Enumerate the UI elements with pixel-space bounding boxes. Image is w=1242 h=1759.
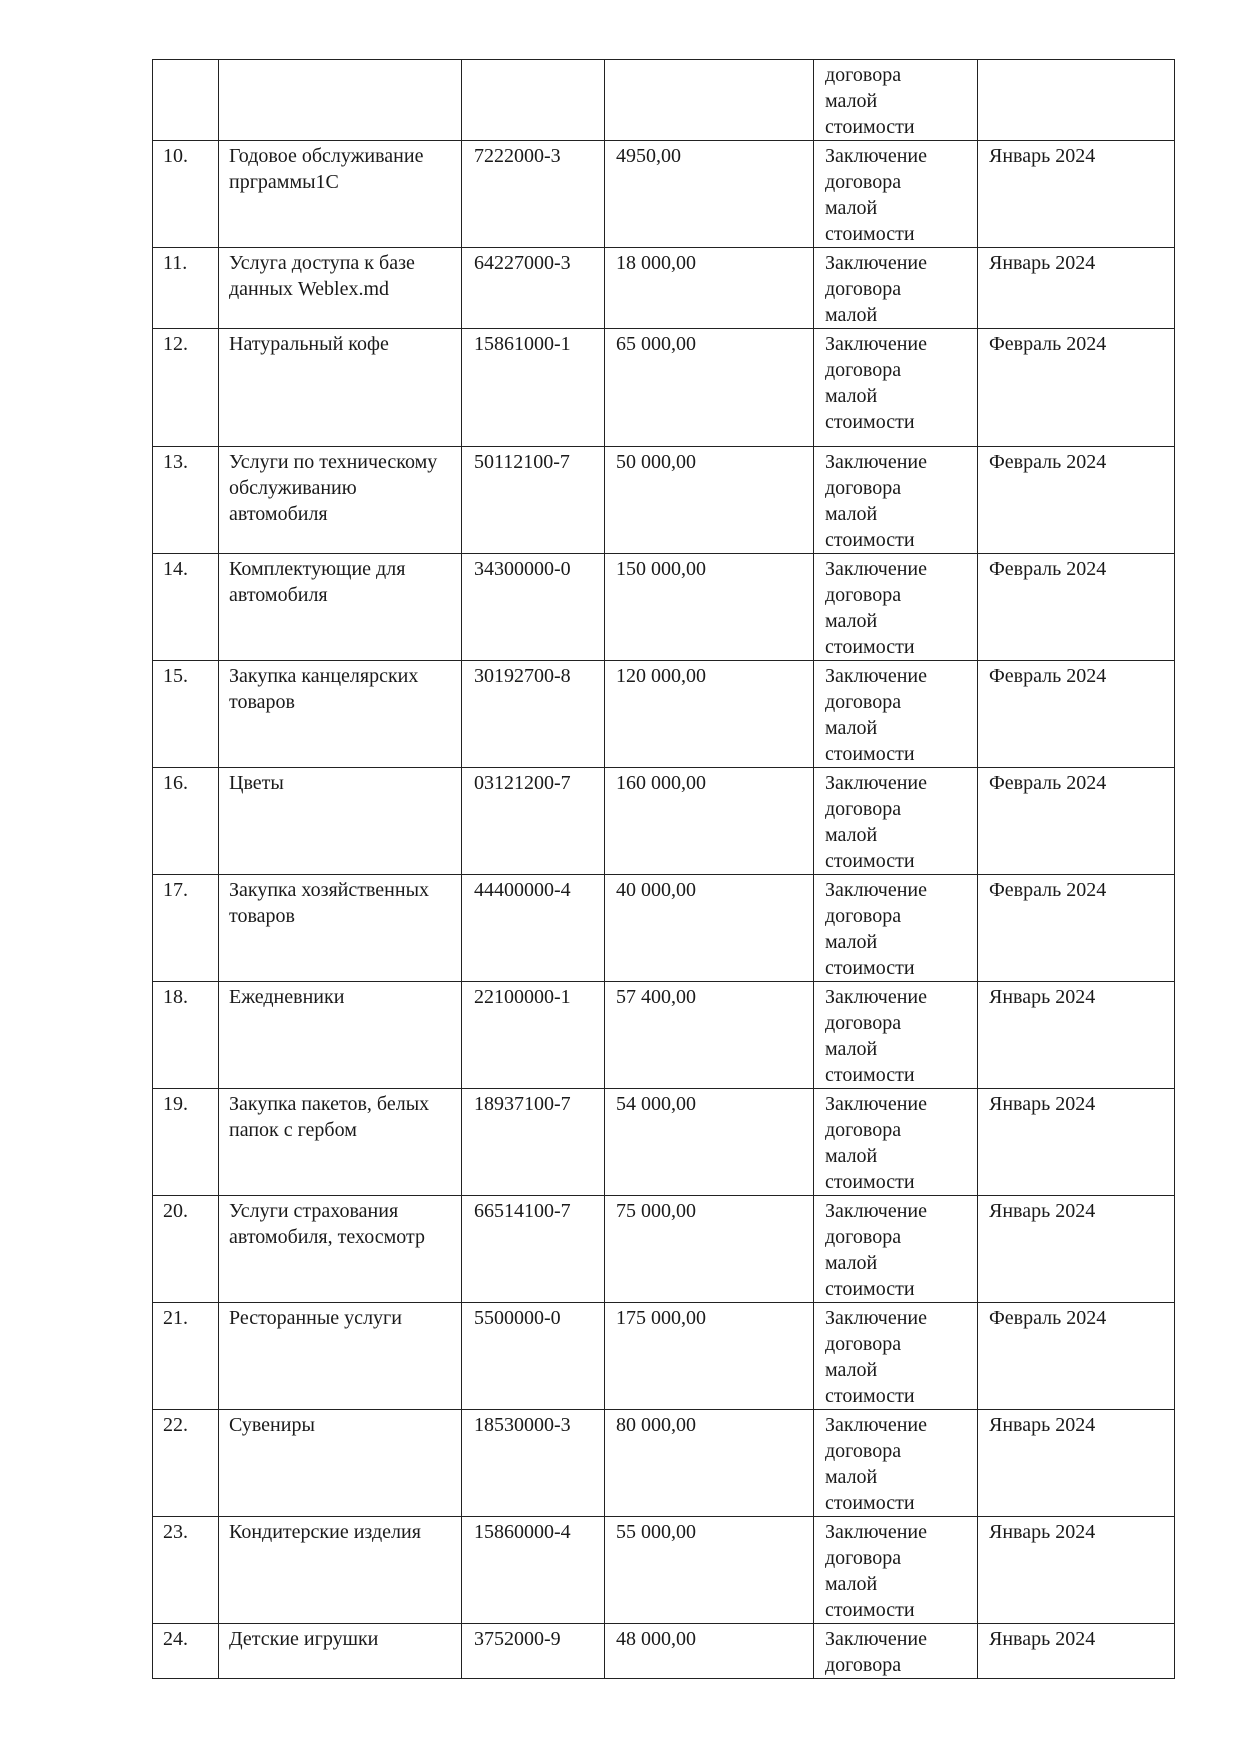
procedure-line: договора: [825, 64, 902, 86]
table-row: [153, 141, 1175, 248]
table-row: [153, 1196, 1175, 1303]
cell-sum: 120 000,00: [605, 661, 814, 768]
procedure-line: Заключение: [825, 1414, 927, 1436]
cell-term: Январь 2024: [978, 248, 1175, 329]
cell-sum: 80 000,00: [605, 1410, 814, 1517]
procedure-line: малой: [825, 1466, 878, 1488]
procedure-line: договора: [825, 905, 902, 927]
cell-term: Январь 2024: [978, 1089, 1175, 1196]
procedure-line: Заключение: [825, 1093, 927, 1115]
cell-term: Январь 2024: [978, 1410, 1175, 1517]
cell-term: Январь 2024: [978, 1624, 1175, 1679]
procedure-line: договора: [825, 171, 902, 193]
cell-sum: 75 000,00: [605, 1196, 814, 1303]
cell-name: Услуги страхования автомобиля, техосмотр: [219, 1196, 462, 1303]
cell-number: 22.: [153, 1410, 219, 1517]
procedure-line: малой: [825, 90, 878, 112]
cell-name: Ресторанные услуги: [219, 1303, 462, 1410]
cell-number: 21.: [153, 1303, 219, 1410]
cell-procedure: [814, 554, 978, 661]
procedure-line: Заключение: [825, 772, 927, 794]
cell-sum: 175 000,00: [605, 1303, 814, 1410]
procedure-line: договора: [825, 1012, 902, 1034]
procedure-line: малой: [825, 503, 878, 525]
procedure-line: стоимости: [825, 223, 915, 245]
table-row: [153, 661, 1175, 768]
procedure-line: договора: [825, 1547, 902, 1569]
procedure-line: стоимости: [825, 1599, 915, 1621]
cell-number: [153, 60, 219, 141]
procedure-line: договора: [825, 798, 902, 820]
cell-procedure: [814, 1303, 978, 1410]
procedure-line: малой: [825, 717, 878, 739]
procedure-line: малой: [825, 1359, 878, 1381]
cell-sum: 50 000,00: [605, 447, 814, 554]
procedure-line: стоимости: [825, 529, 915, 551]
procedure-line: стоимости: [825, 411, 915, 433]
table-row: [153, 1303, 1175, 1410]
procedure-line: стоимости: [825, 957, 915, 979]
cell-name: Годовое обслуживание прграммы1С: [219, 141, 462, 248]
procedure-line: малой: [825, 1252, 878, 1274]
procedure-line: Заключение: [825, 1521, 927, 1543]
table-row: [153, 1624, 1175, 1679]
cell-number: 19.: [153, 1089, 219, 1196]
procurement-table-body: [153, 60, 1175, 1679]
cell-procedure: [814, 875, 978, 982]
table-row: [153, 329, 1175, 447]
cell-term: Январь 2024: [978, 1196, 1175, 1303]
cell-term: Февраль 2024: [978, 661, 1175, 768]
cell-sum: 54 000,00: [605, 1089, 814, 1196]
cell-sum: 55 000,00: [605, 1517, 814, 1624]
cell-cpv-code: 03121200-7: [462, 768, 605, 875]
cell-procedure: [814, 1624, 978, 1679]
cell-name: Закупка пакетов, белых папок с гербом: [219, 1089, 462, 1196]
cell-number: 17.: [153, 875, 219, 982]
procedure-line: Заключение: [825, 1307, 927, 1329]
procedure-line: стоимости: [825, 1064, 915, 1086]
table-row: [153, 875, 1175, 982]
cell-sum: 57 400,00: [605, 982, 814, 1089]
procedure-line: стоимости: [825, 116, 915, 138]
cell-procedure: [814, 141, 978, 248]
procedure-line: малой: [825, 610, 878, 632]
procedure-line: договора: [825, 584, 902, 606]
cell-cpv-code: [462, 60, 605, 141]
cell-name: Кондитерские изделия: [219, 1517, 462, 1624]
procedure-line: малой: [825, 931, 878, 953]
cell-term: Январь 2024: [978, 1517, 1175, 1624]
cell-name: Услуга доступа к базе данных Weblex.md: [219, 248, 462, 329]
procedure-line: договора: [825, 691, 902, 713]
procedure-line: малой: [825, 304, 878, 326]
cell-cpv-code: 18530000-3: [462, 1410, 605, 1517]
table-row-continuation: [153, 60, 1175, 141]
procedure-line: малой: [825, 1038, 878, 1060]
cell-name: Детские игрушки: [219, 1624, 462, 1679]
procedure-line: Заключение: [825, 333, 927, 355]
procedure-line: договора: [825, 278, 902, 300]
cell-term: Февраль 2024: [978, 1303, 1175, 1410]
cell-number: 11.: [153, 248, 219, 329]
table-row: [153, 554, 1175, 661]
procedure-line: малой: [825, 385, 878, 407]
cell-sum: 40 000,00: [605, 875, 814, 982]
cell-procedure: [814, 1517, 978, 1624]
cell-sum: [605, 60, 814, 141]
procedure-line: стоимости: [825, 1492, 915, 1514]
cell-procedure: [814, 982, 978, 1089]
procedure-line: договора: [825, 1440, 902, 1462]
procedure-line: договора: [825, 1119, 902, 1141]
cell-cpv-code: 18937100-7: [462, 1089, 605, 1196]
cell-sum: 4950,00: [605, 141, 814, 248]
cell-cpv-code: 34300000-0: [462, 554, 605, 661]
cell-term: [978, 60, 1175, 141]
cell-term: Январь 2024: [978, 982, 1175, 1089]
cell-number: 20.: [153, 1196, 219, 1303]
cell-procedure: [814, 1089, 978, 1196]
procedure-line: малой: [825, 1573, 878, 1595]
table-row: [153, 982, 1175, 1089]
cell-cpv-code: 15860000-4: [462, 1517, 605, 1624]
cell-term: Февраль 2024: [978, 875, 1175, 982]
procedure-line: Заключение: [825, 1200, 927, 1222]
cell-sum: 65 000,00: [605, 329, 814, 447]
cell-name: [219, 60, 462, 141]
cell-cpv-code: 50112100-7: [462, 447, 605, 554]
cell-cpv-code: 44400000-4: [462, 875, 605, 982]
procedure-line: стоимости: [825, 636, 915, 658]
cell-name: Закупка канцелярских товаров: [219, 661, 462, 768]
cell-number: 16.: [153, 768, 219, 875]
procedure-line: договора: [825, 1654, 902, 1676]
cell-cpv-code: 7222000-3: [462, 141, 605, 248]
table-row: [153, 1410, 1175, 1517]
table-row: [153, 768, 1175, 875]
cell-number: 12.: [153, 329, 219, 447]
cell-name: Ежедневники: [219, 982, 462, 1089]
cell-procedure: [814, 60, 978, 141]
table-row: [153, 1089, 1175, 1196]
procedure-line: договора: [825, 359, 902, 381]
cell-term: Январь 2024: [978, 141, 1175, 248]
cell-name: Сувениры: [219, 1410, 462, 1517]
procedure-line: стоимости: [825, 850, 915, 872]
cell-name: Услуги по техническому обслуживанию автомобиля: [219, 447, 462, 554]
cell-term: Февраль 2024: [978, 554, 1175, 661]
procedure-line: Заключение: [825, 451, 927, 473]
cell-number: 14.: [153, 554, 219, 661]
cell-cpv-code: 22100000-1: [462, 982, 605, 1089]
cell-number: 13.: [153, 447, 219, 554]
cell-number: 18.: [153, 982, 219, 1089]
cell-cpv-code: 15861000-1: [462, 329, 605, 447]
cell-sum: 150 000,00: [605, 554, 814, 661]
procedure-line: Заключение: [825, 1628, 927, 1650]
cell-sum: 48 000,00: [605, 1624, 814, 1679]
procedure-line: договора: [825, 477, 902, 499]
cell-cpv-code: 30192700-8: [462, 661, 605, 768]
procedure-line: малой: [825, 824, 878, 846]
procedure-line: Заключение: [825, 879, 927, 901]
cell-name: Натуральный кофе: [219, 329, 462, 447]
procedure-line: договора: [825, 1226, 902, 1248]
cell-number: 15.: [153, 661, 219, 768]
cell-term: Февраль 2024: [978, 447, 1175, 554]
cell-term: Февраль 2024: [978, 768, 1175, 875]
cell-cpv-code: 5500000-0: [462, 1303, 605, 1410]
table-row: [153, 248, 1175, 329]
cell-name: Цветы: [219, 768, 462, 875]
procedure-line: стоимости: [825, 1171, 915, 1193]
cell-procedure: [814, 248, 978, 329]
procedure-line: стоимости: [825, 743, 915, 765]
cell-term: Февраль 2024: [978, 329, 1175, 447]
cell-procedure: [814, 329, 978, 447]
cell-sum: 160 000,00: [605, 768, 814, 875]
cell-procedure: [814, 1196, 978, 1303]
cell-name: Закупка хозяйственных товаров: [219, 875, 462, 982]
procedure-line: договора: [825, 1333, 902, 1355]
procedure-line: стоимости: [825, 1278, 915, 1300]
table-row: [153, 1517, 1175, 1624]
cell-number: 24.: [153, 1624, 219, 1679]
cell-procedure: [814, 1410, 978, 1517]
procedure-line: Заключение: [825, 665, 927, 687]
procedure-line: малой: [825, 197, 878, 219]
procedure-line: Заключение: [825, 558, 927, 580]
procedure-line: Заключение: [825, 252, 927, 274]
procedure-line: Заключение: [825, 145, 927, 167]
cell-name: Комплектующие для автомобиля: [219, 554, 462, 661]
table-row: [153, 447, 1175, 554]
cell-sum: 18 000,00: [605, 248, 814, 329]
cell-cpv-code: 66514100-7: [462, 1196, 605, 1303]
cell-procedure: [814, 661, 978, 768]
procedure-line: Заключение: [825, 986, 927, 1008]
procurement-table: [152, 59, 1175, 1679]
cell-cpv-code: 64227000-3: [462, 248, 605, 329]
procedure-line: стоимости: [825, 1385, 915, 1407]
cell-procedure: [814, 768, 978, 875]
cell-number: 10.: [153, 141, 219, 248]
cell-procedure: [814, 447, 978, 554]
cell-cpv-code: 3752000-9: [462, 1624, 605, 1679]
procedure-line: малой: [825, 1145, 878, 1167]
cell-number: 23.: [153, 1517, 219, 1624]
